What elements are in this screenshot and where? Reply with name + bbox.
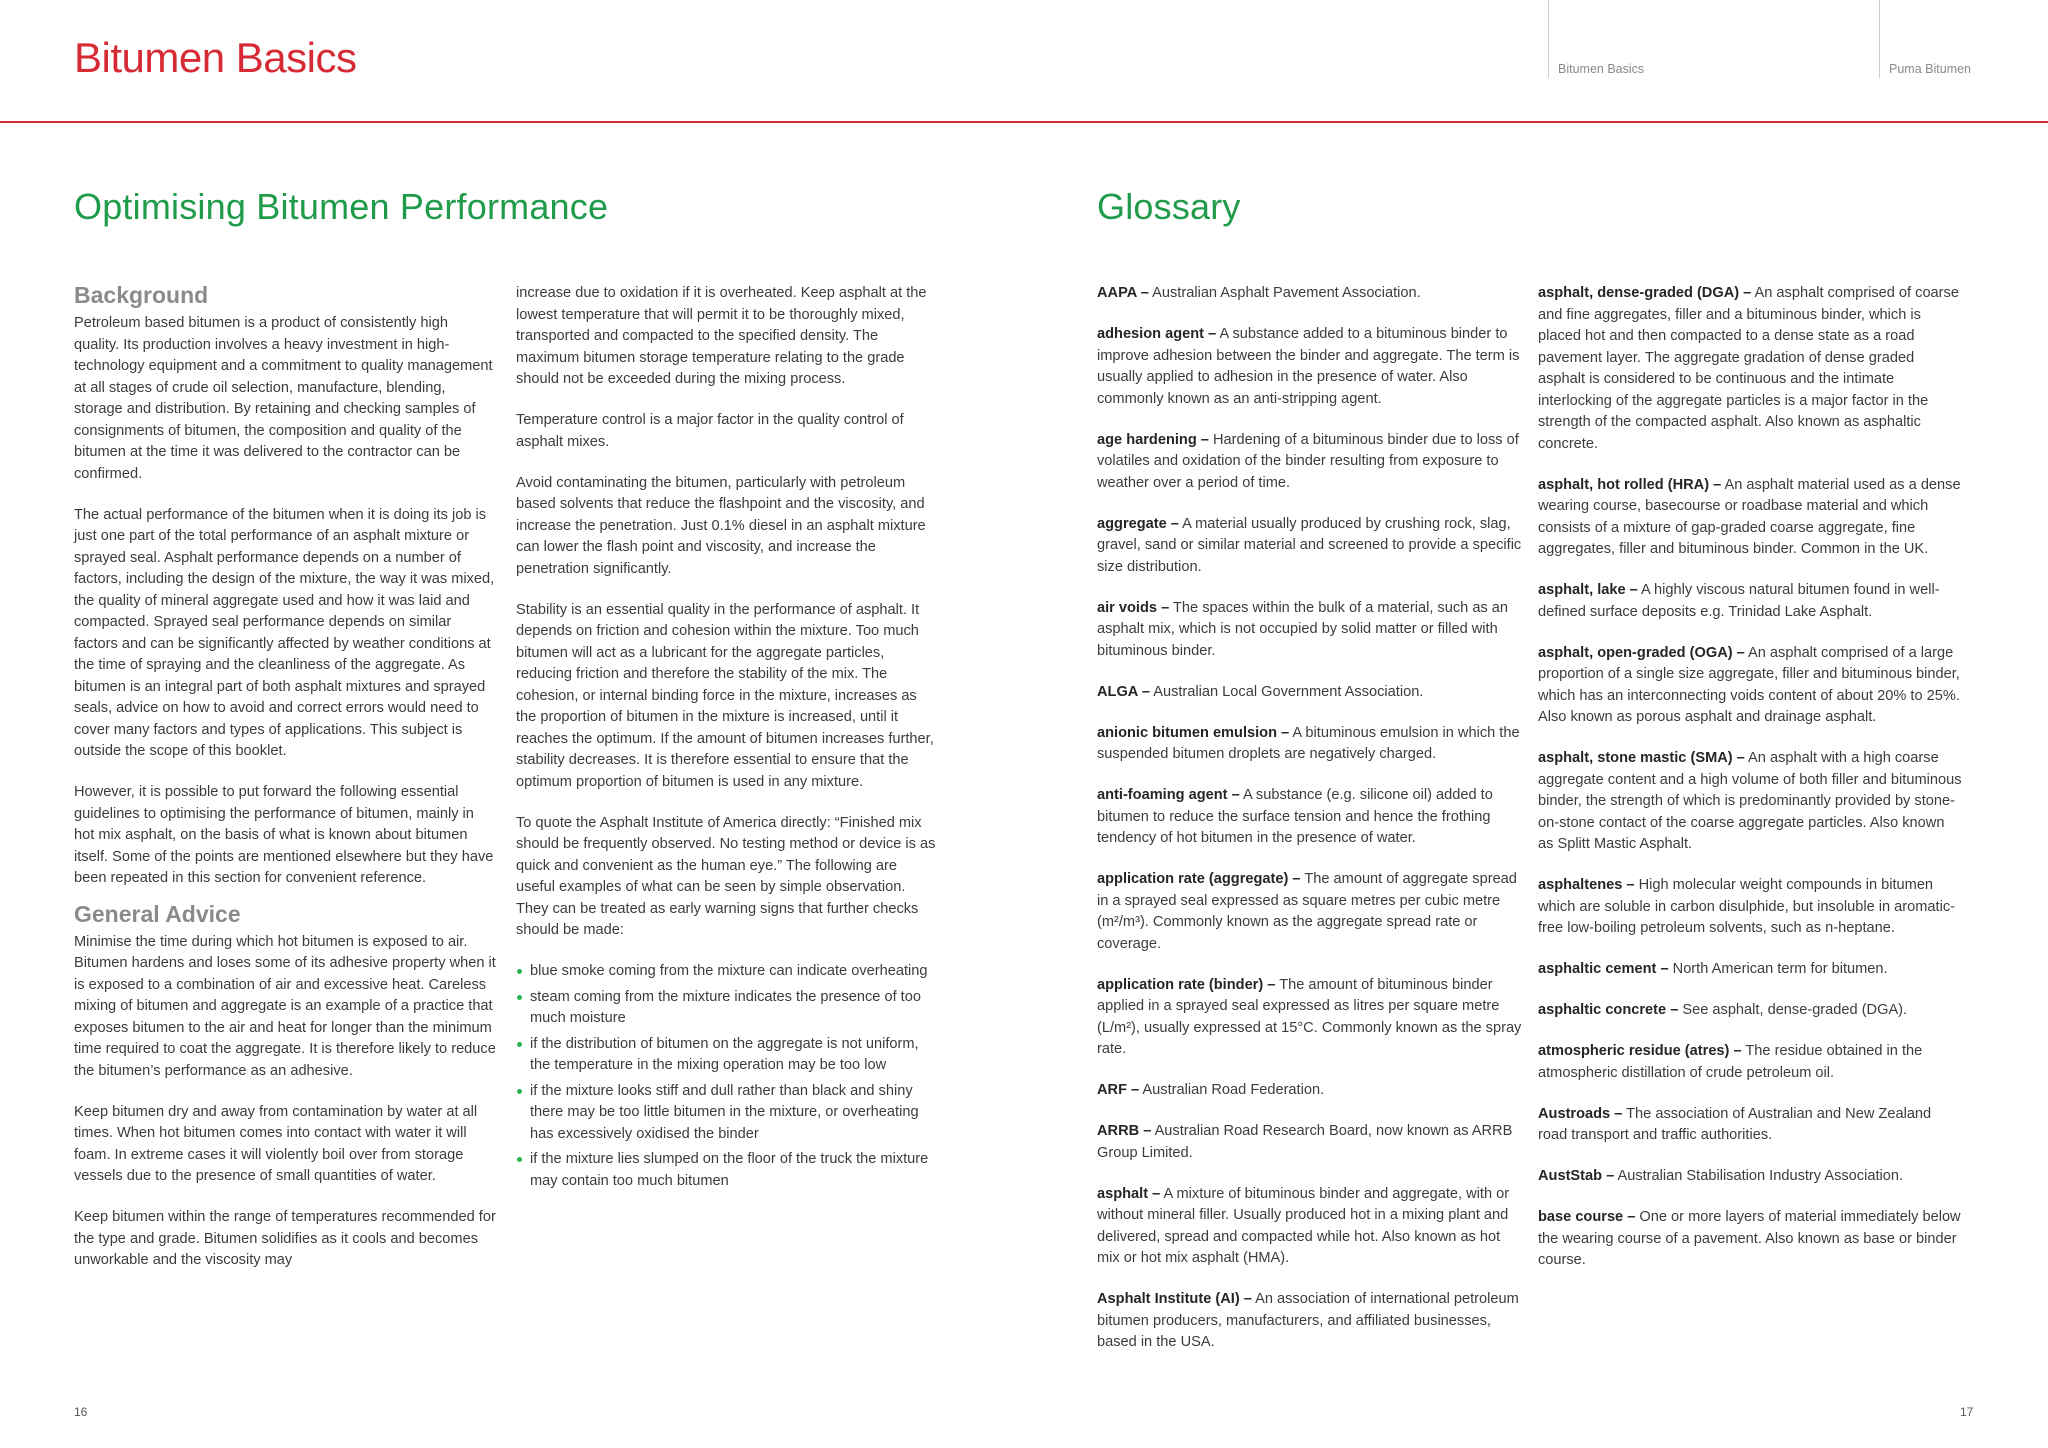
glossary-definition: High molecular weight compounds in bitumen which are soluble in carbon disulphide, but insoluble in aromatic-free low-boiling petroleum solvents, such as n-heptane. — [1538, 877, 1955, 936]
glossary-term: AustStab – — [1538, 1168, 1615, 1184]
glossary-term: AAPA – — [1097, 285, 1149, 301]
list-item: if the distribution of bitumen on the aggregate is not uniform, the temperature in the mixing operation may be too low — [516, 1034, 938, 1077]
glossary-entry — [1097, 324, 1522, 410]
glossary-entry — [1097, 1121, 1522, 1164]
glossary-term: asphaltic concrete – — [1538, 1002, 1679, 1018]
glossary-entry — [1538, 1166, 1963, 1188]
glossary-term: air voids – — [1097, 599, 1170, 616]
list-item: if the mixture looks stiff and dull rather than black and shiny there may be too little bitumen in the mixture, or overheating has excessively oxidised the binder — [516, 1081, 938, 1146]
glossary-term: asphaltic cement – — [1538, 961, 1669, 977]
glossary-entry — [1538, 1207, 1963, 1272]
glossary-entry — [1097, 514, 1522, 579]
glossary-term: asphalt, hot rolled (HRA) – — [1538, 476, 1722, 493]
glossary-definition: A mixture of bituminous binder and aggregate, with or without mineral filler. Usually produced hot in a mixing plant and delivered, spread and compacted while hot. Also known as hot mix or hot mix asphalt (HMA). — [1097, 1185, 1510, 1266]
paragraph: However, it is possible to put forward the following essential guidelines to optimising the performance of bitumen, mainly in hot mix asphalt, on the basis of what is known about bitumen itself. Some of the points are mentioned elsewhere but they have been repeated in this section for convenient reference. — [74, 784, 494, 886]
glossary-definition: See asphalt, dense-graded (DGA). — [1678, 1002, 1908, 1018]
glossary-term: asphaltenes – — [1538, 877, 1635, 893]
glossary-entry — [1538, 875, 1963, 940]
glossary-entry — [1097, 682, 1522, 704]
glossary-definition: An asphalt with a high coarse aggregate content and a high volume of both filler and bituminous binder, the strength of which is predominantly provided by stone-on-stone contact of the coarse aggregate particles. Also known as Splitt Mastic Asphalt. — [1538, 750, 1962, 852]
paragraph: To quote the Asphalt Institute of America directly: “Finished mix should be frequently observed. No testing method or device is as quick and convenient as the human eye.” The following are useful examples of what can be seen by simple observation. They can be treated as early warning signs that further checks should be made: — [516, 814, 936, 938]
glossary-definition: Australian Road Federation. — [1139, 1082, 1325, 1098]
glossary-definition: A bituminous emulsion in which the suspended bitumen droplets are negatively charged. — [1097, 724, 1520, 762]
glossary-definition: The association of Australian and New Zealand road transport and traffic authorities. — [1538, 1105, 1932, 1143]
section-title-performance: Optimising Bitumen Performance — [74, 186, 609, 227]
observation-list — [516, 961, 938, 1192]
glossary-entry — [1097, 723, 1522, 766]
paragraph: Keep bitumen dry and away from contamination by water at all times. When hot bitumen comes into contact with water it will foam. In extreme cases it will violently boil over from storage vessels due to the presence of small quantities of water. — [74, 1103, 478, 1184]
glossary-term: adhesion agent – — [1097, 326, 1217, 342]
glossary-entry — [1538, 1104, 1963, 1147]
glossary-term: asphalt, dense-graded (DGA) – — [1538, 285, 1752, 301]
glossary-definition: An asphalt comprised of coarse and fine aggregates, filler and a bituminous binder, which is placed hot and then compacted to a dense state as a road pavement layer. The aggregate gradation of dense graded asphalt is considered to be continuous and the intimate interlocking of the aggregate particles is a major factor in the strength of the compacted asphalt. Also known as asphaltic concrete. — [1538, 285, 1959, 452]
glossary-definition: The spaces within the bulk of a material, such as an asphalt mix, which is not occupied by solid matter or filled with bituminous binder. — [1097, 599, 1509, 659]
glossary-term: ARRB – — [1097, 1123, 1152, 1139]
running-header-right: Puma Bitumen — [1889, 62, 1971, 76]
glossary-term: asphalt – — [1097, 1185, 1161, 1202]
glossary-entry — [1538, 475, 1963, 561]
list-item: blue smoke coming from the mixture can indicate overheating — [516, 961, 938, 983]
glossary-column-2 — [1538, 283, 1963, 1291]
document-title: Bitumen Basics — [74, 34, 357, 81]
paragraph: The actual performance of the bitumen when it is doing its job is just one part of the total performance of an asphalt mixture or sprayed seal. Asphalt performance depends on a number of factors, including the design of the mixture, the way it was mixed, the quality of mineral aggregate used and how it was laid and compacted. Sprayed seal performance depends on similar factors and can be significantly affected by weather conditions at the time of spraying and the cleanliness of the aggregate. As bitumen is an integral part of both asphalt mixtures and sprayed seals, advice on how to avoid and correct errors would need to cover many factors and types of applications. This subject is outside the scope of this booklet. — [74, 506, 495, 759]
glossary-entry — [1538, 283, 1963, 455]
glossary-entry — [1097, 869, 1522, 955]
glossary-column-1 — [1097, 283, 1522, 1373]
glossary-definition: Australian Asphalt Pavement Association. — [1148, 285, 1421, 301]
glossary-term: application rate (binder) – — [1097, 976, 1276, 993]
header-divider — [1879, 0, 1880, 78]
glossary-term: ARF – — [1097, 1082, 1140, 1098]
glossary-term: application rate (aggregate) – — [1097, 871, 1301, 887]
glossary-definition: A highly viscous natural bitumen found in well-defined surface deposits e.g. Trinidad Lake Asphalt. — [1538, 582, 1940, 620]
page-number-right: 17 — [1960, 1405, 1974, 1419]
glossary-term: atmospheric residue (atres) – — [1538, 1043, 1742, 1059]
glossary-definition: A substance (e.g. silicone oil) added to bitumen to reduce the surface tension and hence the frothing tendency of hot bitumen in the presence of water. — [1097, 787, 1493, 846]
glossary-entry — [1538, 1041, 1963, 1084]
subheading-background: Background — [74, 282, 209, 308]
glossary-entry — [1097, 1080, 1522, 1102]
left-column-2 — [516, 283, 938, 1196]
glossary-definition: North American term for bitumen. — [1668, 961, 1888, 977]
running-header-left: Bitumen Basics — [1558, 62, 1645, 76]
glossary-term: Austroads – — [1538, 1105, 1623, 1122]
glossary-definition: An asphalt material used as a dense wearing course, basecourse or roadbase material and which consists of a mixture of gap-graded coarse aggregate, fine aggregates, filler and bituminous binder. Common in the UK. — [1538, 476, 1961, 557]
glossary-entry — [1538, 748, 1963, 856]
glossary-term: base course – — [1538, 1209, 1636, 1225]
glossary-entry — [1097, 1184, 1522, 1270]
paragraph: Avoid contaminating the bitumen, particularly with petroleum based solvents that reduce the flashpoint and the viscosity, and increase the penetration. Just 0.1% diesel in an asphalt mixture can lower the flash point and viscosity, and increase the penetration significantly. — [516, 474, 926, 577]
glossary-entry — [1538, 1000, 1963, 1022]
glossary-definition: The amount of bituminous binder applied in a sprayed seal expressed as litres per square metre (L/m²), usually expressed at 15°C. Commonly known as the spray rate. — [1097, 976, 1522, 1057]
paragraph: Minimise the time during which hot bitumen is exposed to air. Bitumen hardens and loses some of its adhesive property when it is exposed to a combination of air and excessive heat. Careless mixing of bitumen and aggregate is an example of a practice that exposes bitumen to the air and heat for longer than the minimum time required to coat the aggregate. It is therefore likely to reduce the bitumen’s performance as an adhesive. — [74, 933, 496, 1079]
section-title-glossary: Glossary — [1097, 186, 1241, 227]
glossary-definition: One or more layers of material immediately below the wearing course of a pavement. Also known as base or binder course. — [1538, 1209, 1961, 1268]
glossary-term: age hardening – — [1097, 431, 1209, 448]
glossary-definition: A substance added to a bituminous binder to improve adhesion between the binder and aggregate. The term is usually applied to adhesion in the presence of water. Also commonly known as an anti-stripping agent. — [1097, 326, 1520, 407]
page-number-left: 16 — [74, 1405, 88, 1419]
glossary-definition: Hardening of a bituminous binder due to loss of volatiles and oxidation of the binder resulting from exposure to weather over a period of time. — [1097, 431, 1519, 491]
paragraph: Temperature control is a major factor in the quality control of asphalt mixes. — [516, 412, 904, 450]
paragraph: increase due to oxidation if it is overheated. Keep asphalt at the lowest temperature that will permit it to be thoroughly mixed, transported and compacted to the specified density. The maximum bitumen storage temperature relating to the grade should not be exceeded during the mixing process. — [516, 285, 927, 387]
glossary-entry — [1097, 785, 1522, 850]
glossary-definition: Australian Road Research Board, now known as ARRB Group Limited. — [1097, 1123, 1513, 1161]
paragraph: Stability is an essential quality in the performance of asphalt. It depends on friction and cohesion within the mixture. Too much bitumen will act as a lubricant for the aggregate particles, reducing friction and therefore the stability of the mix. The cohesion, or internal binding force in the mixture, increases as the proportion of bitumen in the mixture is increased, until it reaches the optimum. If the amount of bitumen increases further, stability decreases. It is therefore essential to ensure that the optimum proportion of bitumen is used in any mixture. — [516, 601, 934, 790]
glossary-term: asphalt, open-graded (OGA) – — [1538, 644, 1745, 661]
glossary-entry — [1097, 283, 1522, 305]
glossary-definition: An association of international petroleum bitumen producers, manufacturers, and affiliated businesses, based in the USA. — [1097, 1291, 1519, 1350]
glossary-entry — [1097, 1289, 1522, 1354]
glossary-term: Asphalt Institute (AI) – — [1097, 1291, 1252, 1307]
glossary-term: aggregate – — [1097, 515, 1179, 532]
glossary-definition: An asphalt comprised of a large proportion of a single size aggregate, filler and bituminous binder, which has an interconnecting voids content of about 20% to 25%. Also known as porous asphalt and drainage asphalt. — [1538, 644, 1960, 725]
glossary-term: asphalt, stone mastic (SMA) – — [1538, 750, 1745, 766]
glossary-entry — [1538, 643, 1963, 729]
glossary-definition: The amount of aggregate spread in a sprayed seal expressed as square metres per cubic metre (m²/m³). Commonly known as the aggregate spread rate or coverage. — [1097, 871, 1517, 952]
glossary-entry — [1097, 430, 1522, 495]
glossary-definition: A material usually produced by crushing rock, slag, gravel, sand or similar material and screened to provide a specific size distribution. — [1097, 515, 1522, 575]
glossary-definition: Australian Stabilisation Industry Association. — [1614, 1168, 1904, 1184]
glossary-term: anti-foaming agent – — [1097, 787, 1240, 803]
list-item: if the mixture lies slumped on the floor of the truck the mixture may contain too much bitumen — [516, 1149, 938, 1192]
left-column-1 — [74, 281, 496, 1291]
glossary-entry — [1097, 975, 1522, 1061]
glossary-entry — [1097, 598, 1522, 663]
glossary-term: ALGA – — [1097, 683, 1150, 700]
subheading-general-advice: General Advice — [74, 900, 241, 927]
header-divider — [1548, 0, 1549, 78]
paragraph: Petroleum based bitumen is a product of consistently high quality. Its production involves a heavy investment in high-technology equipment and a commitment to quality management at all stages of crude oil selection, manufacture, blending, storage and distribution. By retaining and checking samples of consignments of bitumen, the composition and quality of the bitumen at the time it was delivered to the contractor can be confirmed. — [74, 315, 493, 482]
header-rule — [0, 121, 2048, 123]
paragraph: Keep bitumen within the range of temperatures recommended for the type and grade. Bitumen solidifies as it cools and becomes unworkable and the viscosity may — [74, 1209, 496, 1268]
glossary-definition: The residue obtained in the atmospheric distillation of crude petroleum oil. — [1538, 1043, 1923, 1081]
glossary-entry — [1538, 580, 1963, 623]
list-item: steam coming from the mixture indicates the presence of too much moisture — [516, 987, 938, 1030]
glossary-entry — [1538, 959, 1963, 981]
glossary-definition: Australian Local Government Association. — [1149, 683, 1424, 700]
glossary-term: asphalt, lake – — [1538, 582, 1638, 598]
glossary-term: anionic bitumen emulsion – — [1097, 724, 1290, 741]
